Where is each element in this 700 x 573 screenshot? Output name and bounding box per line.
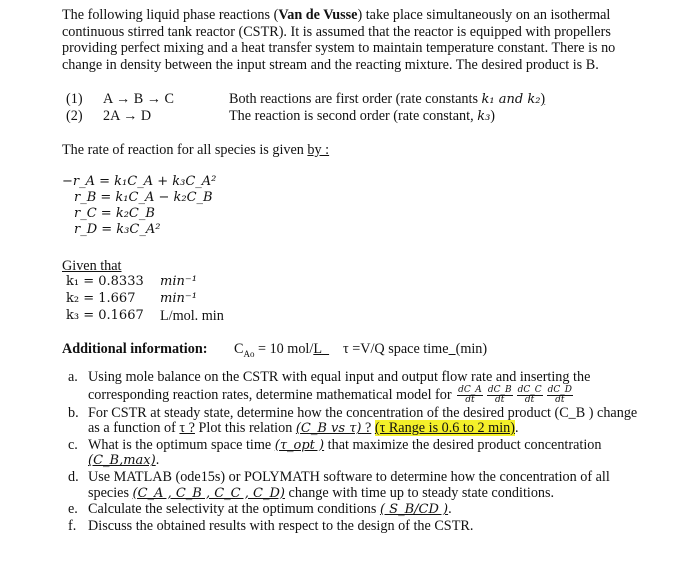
question-c-end: . bbox=[155, 452, 160, 469]
question-a bbox=[62, 370, 640, 405]
reaction-2-constant: k₃ bbox=[477, 109, 491, 124]
fraction-dcb-dt: $\frac{dC\_B}{dt}$ bbox=[487, 384, 512, 405]
intro-part1: The following liquid phase reactions ( bbox=[62, 7, 279, 23]
cao-unit: L bbox=[313, 341, 322, 357]
reaction-1-close: ) bbox=[540, 91, 546, 107]
rate-equation-b: r_B = k₁C_A − k₂C_B bbox=[74, 190, 213, 205]
rate-equation-d: r_D = k₃C_A² bbox=[74, 222, 161, 237]
rate-equation-a: −r_A = k₁C_A + k₃C_A² bbox=[62, 174, 217, 189]
fraction-dcc-dt: $\frac{dC\_C}{dt}$ bbox=[517, 384, 542, 405]
given-title: Given that bbox=[62, 258, 122, 274]
question-b bbox=[62, 406, 640, 437]
reaction-1-number: (1) bbox=[66, 91, 83, 107]
rate-equation-c: r_C = k₂C_B bbox=[74, 206, 155, 221]
question-f-text: Discuss the obtained results with respect to the design of the CSTR. bbox=[88, 517, 474, 534]
tau-definition: τ =V/Q space time bbox=[343, 341, 449, 357]
question-b-end: . bbox=[514, 420, 519, 437]
question-e bbox=[62, 502, 640, 518]
question-c-text: What is the optimum space time bbox=[88, 436, 275, 453]
question-e-label: e. bbox=[68, 501, 78, 518]
rate-intro-text: The rate of reaction for all species is given bbox=[62, 142, 308, 158]
additional-tau bbox=[343, 341, 487, 358]
question-d bbox=[62, 470, 640, 501]
additional-cao bbox=[234, 341, 329, 359]
question-e-end: . bbox=[448, 501, 452, 518]
reaction-2-note bbox=[229, 108, 495, 125]
question-b-text1: For CSTR at steady state, determine how the concentration of the desired product (C_B ) change as a function of bbox=[88, 404, 638, 437]
question-c-topt: (τ_opt ) bbox=[274, 437, 325, 453]
cao-value: = 10 mol/ bbox=[254, 341, 314, 357]
fraction-dcd-dt: $\frac{dC\_D}{dt}$ bbox=[547, 384, 572, 405]
rate-intro-by: by : bbox=[307, 142, 330, 158]
tau-unit: (min) bbox=[455, 341, 488, 357]
cao-subscript: Ao bbox=[243, 348, 255, 359]
question-b-relation: (C_B vs τ) bbox=[295, 421, 362, 437]
question-f bbox=[62, 519, 640, 535]
question-f-label: f. bbox=[68, 517, 77, 534]
cao-symbol: C bbox=[234, 341, 244, 357]
question-b-text2: Plot this relation bbox=[194, 420, 296, 437]
question-b-range: (τ Range is 0.6 to 2 min) bbox=[374, 420, 515, 437]
intro-part2: ) take place simultaneously on an isothermal continuous stirred tank reactor (CSTR). It is assumed that the reactor is equipped with propellers providing perfect mixing and a heat transfer system to maintain temperature constant. There is no change in density between the input stream and the reacting mixture. The desired product is B. bbox=[62, 7, 616, 73]
given-k3-unit: L/mol. min bbox=[160, 308, 224, 324]
question-c-label: c. bbox=[68, 436, 78, 453]
question-b-tau: τ ? bbox=[179, 420, 195, 437]
given-k3: k₃ = 0.1667 bbox=[66, 308, 144, 323]
given-k1-unit: min⁻¹ bbox=[160, 274, 197, 289]
reaction-2-close: ) bbox=[490, 108, 496, 124]
question-a-text: Using mole balance on the CSTR with equal input and output flow rate and inserting the corresponding reaction rates, determine mathematical model for bbox=[88, 369, 591, 403]
question-b-question-mark: ? bbox=[361, 420, 372, 437]
reaction-1-note-text: Both reactions are first order (rate constants bbox=[229, 91, 482, 107]
question-list bbox=[62, 370, 640, 535]
fraction-dca-dt: $\frac{dC\_A}{dt}$ bbox=[458, 384, 482, 405]
question-e-text: Calculate the selectivity at the optimum conditions bbox=[88, 501, 380, 518]
reaction-1-equation: A → B → C bbox=[103, 91, 174, 107]
question-d-species: (C_A , C_B , C_C , C_D) bbox=[132, 485, 285, 501]
question-b-highlight bbox=[375, 420, 515, 436]
question-d-text: Use MATLAB (ode15s) or POLYMATH software to determine how the concentration of all species bbox=[88, 468, 610, 501]
question-d-text2: change with time up to steady state conditions. bbox=[284, 484, 555, 501]
reaction-2-number: (2) bbox=[66, 108, 83, 124]
given-k1: k₁ = 0.8333 bbox=[66, 274, 144, 289]
question-e-selectivity: ( S_B/CD ) bbox=[379, 502, 449, 518]
question-c bbox=[62, 438, 640, 469]
intro-paragraph bbox=[62, 7, 628, 73]
reaction-1-note bbox=[229, 91, 545, 108]
reaction-2-note-text: The reaction is second order (rate constant, bbox=[229, 108, 478, 124]
rate-intro bbox=[62, 142, 329, 159]
question-b-label: b. bbox=[68, 404, 79, 421]
question-c-cbmax: (C_B,max) bbox=[88, 453, 156, 469]
reaction-2-equation: 2A → D bbox=[103, 108, 152, 124]
question-a-label: a. bbox=[68, 369, 78, 385]
intro-bold-name: Van de Vusse bbox=[278, 7, 358, 23]
given-k2: k₂ = 1.667 bbox=[66, 291, 136, 306]
reaction-1-constants: k₁ and k₂ bbox=[481, 92, 541, 107]
additional-info-label: Additional information: bbox=[62, 341, 208, 357]
given-k2-unit: min⁻¹ bbox=[160, 291, 197, 306]
question-d-label: d. bbox=[68, 468, 79, 485]
question-c-text2: that maximize the desired product concentration bbox=[324, 436, 602, 453]
